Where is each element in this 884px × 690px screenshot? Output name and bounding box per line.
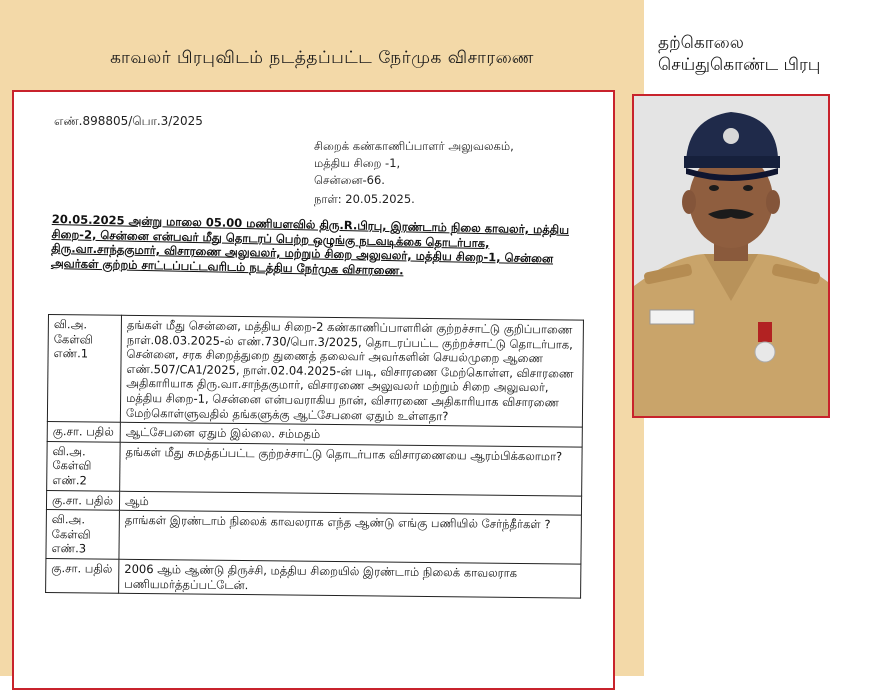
office-line-2: மத்திய சிறை -1,: [314, 156, 401, 170]
intro-paragraph: 20.05.2025 அன்று மாலை 05.00 மணியளவில் திரு.R.பிரபு, இரண்டாம் நிலை காவலர், மத்திய சிறை-2, சென்னை என்பவர் மீது தொடரப் பெற்ற ஒழுங்கு நடவடிக்கை தொடர்பாக, திரு.வா.சாந்தகுமார், விசாரணை அலுவலர், மற்றும் சிறை அலுவலர், மத்திய சிறை-1, சென்னை அவர்கள் குற்றம் சாட்டப்பட்டவரிடம் நடத்திய நேர்முக விசாரணை.: [50, 212, 570, 277]
headline: காவலர் பிரபுவிடம் நடத்தப்பட்ட நேர்முக விசாரணை: [110, 48, 534, 68]
row-text: 2006 ஆம் ஆண்டு திருச்சி, மத்திய சிறையில் இரண்டாம் நிலைக் காவலராக பணியமர்த்தப்பட்டேன்.: [119, 559, 581, 598]
document-scan: [12, 90, 615, 690]
office-line-3: சென்னை-66.: [314, 173, 385, 187]
reference-number: எண்.898805/பொ.3/2025: [54, 114, 203, 128]
table-row: [47, 315, 583, 428]
office-address: [314, 138, 514, 189]
officer-photo: [632, 94, 830, 418]
side-caption-line-2: செய்துகொண்ட பிரபு: [658, 55, 821, 75]
row-text: ஆட்சேபனை ஏதும் இல்லை. சம்மதம்: [120, 422, 582, 446]
row-label: வி.அ. கேள்வி எண்.1: [47, 315, 121, 423]
side-caption: [658, 32, 820, 76]
table-row: [46, 510, 581, 564]
row-label: கு.சா. பதில்: [46, 490, 119, 510]
row-label: வி.அ. கேள்வி எண்.3: [46, 510, 120, 560]
row-label: வி.அ. கேள்வி எண்.2: [47, 441, 121, 491]
office-line-1: சிறைக் கண்காணிப்பாளர் அலுவலகம்,: [314, 139, 514, 153]
row-label: கு.சா. பதில்: [47, 422, 120, 442]
officer-portrait-illustration: [634, 96, 828, 416]
row-text: தங்கள் மீது சென்னை, மத்திய சிறை-2 கண்காணிப்பாளரின் குற்றச்சாட்டு குறிப்பாணை நாள்.08.03.2025-ல் எண்.730/பொ.3/2025, தொடரப்பட்ட குற்றச்சாட்டு தொடர்பாக, சென்னை, சரக சிறைத்துறை துணைத் தலைவர் அவர்களின் செயல்முறை ஆணை எண்.507/CA1/2025, நாள்.02.04.2025-ன் படி, விசாரணை மேற்கொள்ள, விசாரணை அதிகாரியாக திரு.வா.சாந்தகுமார், விசாரணை அலுவலர் மற்றும் சிறை அலுவலர், மத்திய சிறை-1, சென்னை என்பவராகிய நான், விசாரணை அதிகாரியாக விசாரணை மேற்கொள்ளுவதில் தங்களுக்கு ஆட்சேபனை ஏதும் உள்ளதா?: [120, 315, 583, 427]
table-row: [46, 558, 581, 598]
row-text: ஆம்: [119, 491, 581, 515]
table-row: [47, 441, 582, 495]
row-label: கு.சா. பதில்: [46, 558, 119, 593]
qa-table: [45, 314, 584, 599]
side-caption-line-1: தற்கொலை: [658, 33, 744, 53]
document-date: நாள்: 20.05.2025.: [314, 192, 415, 206]
row-text: தாங்கள் இரண்டாம் நிலைக் காவலராக எந்த ஆண்டு எங்கு பணியில் சேர்ந்தீர்கள் ?: [119, 510, 581, 564]
row-text: தங்கள் மீது சுமத்தப்பட்ட குற்றச்சாட்டு தொடர்பாக விசாரணையை ஆரம்பிக்கலாமா?: [120, 442, 582, 496]
